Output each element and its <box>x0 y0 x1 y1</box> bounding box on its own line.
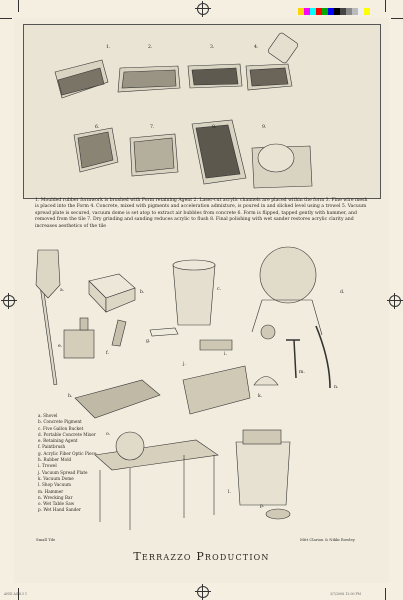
shovel-blade <box>36 250 60 298</box>
tool-label: b. <box>140 290 145 295</box>
legend-item: b. Concrete Pigment <box>38 419 82 425</box>
legend-item: l. Shop Vacuum <box>38 482 71 488</box>
pour-bucket <box>267 32 299 64</box>
tool-label: j. <box>183 362 186 367</box>
process-caption: 1. Moulded rubber formwork is brushed with Form retaining Agent 2. Laser-cut acrylic channels are placed within the form 3. Fine wire mesh is placed into the Form 4. Concrete, mixed with pigments and acceleration admixture, is poured in and slicked level using a trowel 5. Vacuum spread plate is secured, vacuum dome is set atop to extract air bubbles from concrete 6. Form is flipped, tapped gently with hammer, and removed from the tile 7. Dry grinding and sanding reduces acrylic to flush 8. Final polishing with wet sander restores acrylic clarity and increases aesthetics of the tile <box>35 198 368 229</box>
step-label: 8. <box>212 125 217 130</box>
legend-item: m. Hammer <box>38 488 64 494</box>
acrylic-piece <box>150 328 178 336</box>
step-label: 1. <box>106 45 111 50</box>
wrecking-bar <box>316 326 330 388</box>
paintbrush <box>112 320 126 346</box>
retaining-agent-can <box>64 330 94 358</box>
hammer <box>286 340 300 378</box>
print-footer-left: ANSI A4-8.5 1 <box>4 592 28 596</box>
step-label: 4. <box>254 45 259 50</box>
legend-item: o. Wet Table Saw <box>38 501 75 507</box>
legend-item: a. Shovel <box>38 413 58 418</box>
tool-label: d. <box>340 290 345 295</box>
poster-tag: Small Tile <box>36 537 56 542</box>
tool-label: a. <box>60 288 65 293</box>
legend-item: c. Five Gallon Bucket <box>38 425 84 431</box>
tool-label: l. <box>228 490 231 495</box>
tool-label: i. <box>224 352 227 357</box>
legend-item: j. Vacuum Spread Plate <box>38 469 88 475</box>
tool-label: k. <box>258 394 263 399</box>
tool-label: c. <box>217 287 222 292</box>
step-label: 9. <box>262 125 267 130</box>
wet-hand-sander <box>266 509 290 519</box>
poster-credits: Mitt Clarion & Nikki Rowley <box>300 537 355 542</box>
legend-item: e. Retaining Agent <box>38 438 78 444</box>
mixer-wheel <box>261 325 275 339</box>
poster-title: Terrazzo Production <box>133 550 270 563</box>
legend-item: i. Trowel <box>38 463 57 469</box>
trowel <box>200 340 232 350</box>
step-label: 2. <box>148 45 153 50</box>
legend-item: k. Vacuum Dome <box>38 475 74 481</box>
print-footer-right: 3/7/2006 12:00 PM <box>330 592 361 596</box>
vacuum-spread-plate <box>183 366 250 414</box>
mixer-drum <box>260 247 316 303</box>
legend-item: d. Portable Concrete Mixer <box>38 431 96 437</box>
shop-vacuum <box>236 442 290 505</box>
tool-label: m. <box>299 370 305 375</box>
legend-item: g. Acrylic Fiber Optic Piece <box>38 450 97 456</box>
legend-item: n. Wrecking Bar <box>38 494 73 500</box>
step-label: 3. <box>210 45 215 50</box>
tool-label: f. <box>106 351 109 356</box>
tool-label: g. <box>146 339 151 344</box>
step-label: 6. <box>95 125 100 130</box>
step-label: 7. <box>150 125 155 130</box>
shovel-handle <box>40 285 57 384</box>
vacuum-dome-tool <box>254 377 278 386</box>
vacuum-dome <box>258 144 294 172</box>
legend-item: f. Paintbrush <box>38 444 66 450</box>
tool-label: e. <box>58 344 63 349</box>
tool-label: o. <box>106 432 111 437</box>
legend-item: h. Rubber Mold <box>38 457 72 463</box>
tool-label: h. <box>68 394 73 399</box>
tools-legend <box>38 413 128 514</box>
legend-item: p. Wet Hand Sander <box>38 507 81 513</box>
five-gallon-bucket <box>173 265 215 325</box>
tool-label: p. <box>260 504 265 509</box>
tool-label: n. <box>334 385 339 390</box>
